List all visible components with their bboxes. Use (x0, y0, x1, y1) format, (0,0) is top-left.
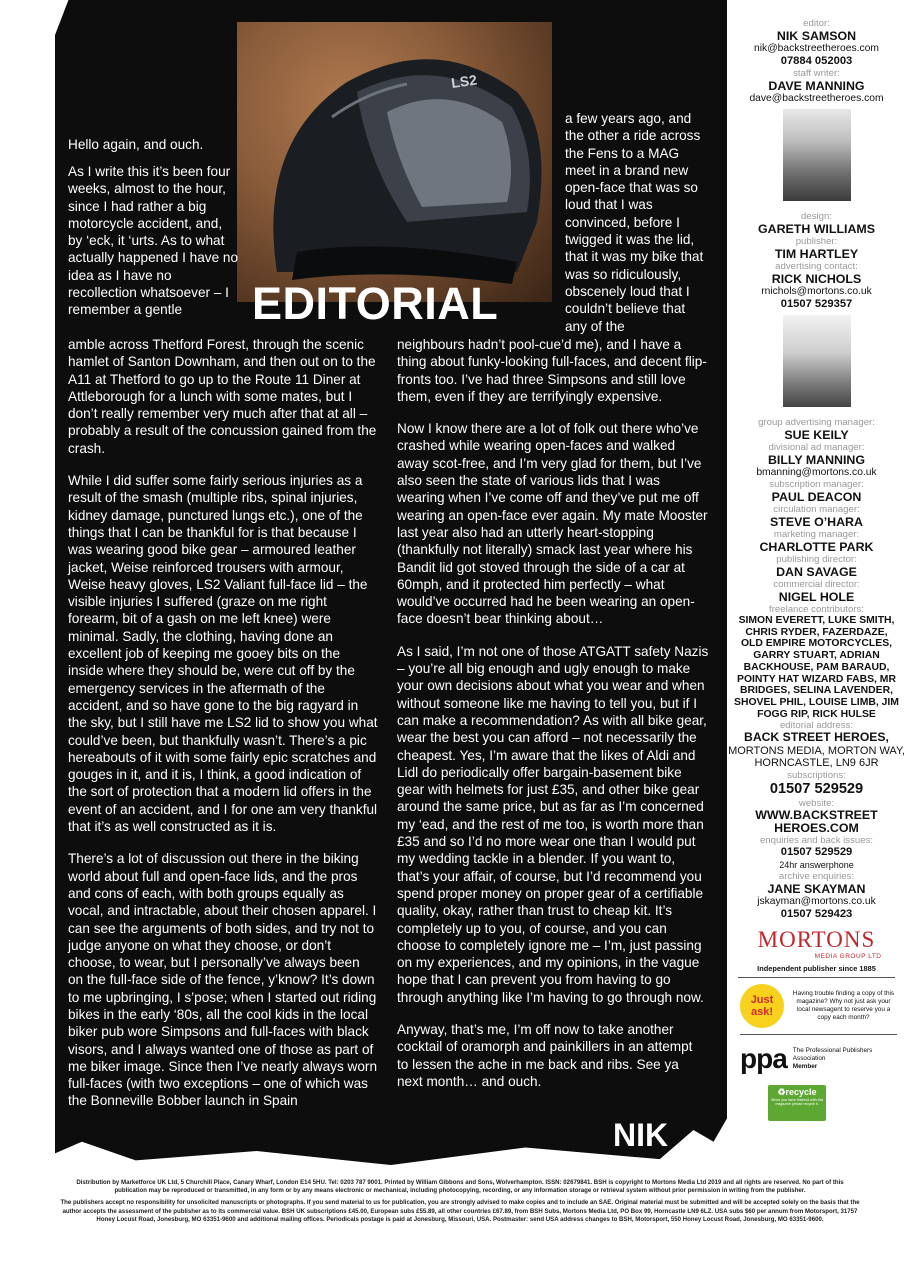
just-ask-panel (740, 984, 897, 1035)
role-label: design: (801, 211, 832, 222)
subscriptions-phone: 01507 529529 (769, 780, 864, 797)
role-label: advertising contact: (775, 261, 858, 272)
ppa-text (793, 1047, 897, 1070)
staff-writer-photo (783, 109, 851, 201)
editorial-masthead: EDITORIAL (252, 278, 499, 329)
paragraph: neighbours hadn’t pool-cue’d me), and I have a thing about funky-looking full-faces, and decent flip-fronts too. I’ve had three Simpsons and still love them, even if they are terrifyingly expensive. (397, 337, 707, 404)
editorial-address (728, 731, 905, 770)
staff-name: BILLY MANNING (767, 453, 866, 467)
mortons-tagline: Independent publisher since 1885 (738, 964, 895, 978)
answerphone-note: 24hr answerphone (779, 859, 854, 870)
role-label: subscription manager: (769, 479, 864, 490)
signature: NIK (613, 1117, 669, 1153)
staff-phone: 07884 052003 (780, 55, 853, 67)
staff-phone: 01507 529357 (780, 298, 853, 310)
staff-email[interactable]: jskayman@mortons.co.uk (757, 895, 876, 907)
mortons-sub: MEDIA GROUP LTD (814, 952, 882, 960)
recycle-text: When you have finished with this magazine please recycle it. (770, 1097, 824, 1107)
helmet-photo (237, 22, 552, 302)
role-label: commercial director: (773, 579, 860, 590)
paragraph: There’s a lot of discussion out there in the biking world about full and open-face lids, and the pros and cons of each, with both groups equally as vocal, and intractable, about their chosen apparel. I can see the arguments of both sides, and try not to judge anyone on what they choose, or don’t choose, to wear, but I personally’ve always been on the full-face side of the fence, y’know? It’s down to me upbringing, I s’pose; when I started out riding bikes in the early ‘80s, all the cool kids in the local biker pub wore Simpsons and full-faces with black visors, and I always wanted one of those as part of me biker image. Since then I’ve nearly always worn full-faces (with two exceptions – one of which was the Bonneville Bobber launch in Spain (68, 851, 378, 1109)
publisher-footer (60, 1179, 860, 1224)
staff-name: TIM HARTLEY (774, 247, 859, 261)
role-label: website: (798, 797, 835, 809)
staff-name: NIGEL HOLE (778, 590, 855, 604)
footer-line-2: The publishers accept no responsibility for unsolicited manuscripts or photographs. If you send material to us for publication, you are strongly advised to make copies and to include an SAE. Original material must be submitted and will be accepted solely on the basis that the author accepts the assessment of the publisher as to its commercial value. BSH UK subscriptions £45.00, European subs £55.89, all other countries £67.89, from BSH Subs, Mortons Media Ltd, PO Box 99, Horncastle LN9 6LZ. USA subs $60 per annum from Motorsport, 31757 Honey Locust Road, Jonesburg, MO 63351-9600 and additional mailing offices. Periodicals postage is paid at Jonesburg, Missouri, USA. Postmaster: send USA address changes to BSH, Motorsport, 550 Honey Locust Road, Jonesburg, MO 63351-9600. (60, 1199, 860, 1223)
role-label: marketing manager: (773, 529, 860, 540)
website-url[interactable]: WWW.BACKSTREET HEROES.COM (755, 807, 878, 835)
paragraph: amble across Thetford Forest, through the scenic hamlet of Santon Downham, and then out on to the A11 at Thetford to go up to the Route 11 Diner at Attleborough for a lunch with some mates, but I don’t really remember very much after that at all – probably a result of the concussion gained from the crash. (68, 337, 377, 456)
staff-name: NIK SAMSON (776, 29, 857, 43)
paragraph: Hello again, and ouch. (68, 137, 204, 152)
recycle-label: recycle (785, 1086, 817, 1097)
address-name: BACK STREET HEROES, (744, 730, 889, 745)
role-label: staff writer: (793, 68, 840, 79)
paragraph: a few years ago, and the other a ride across the Fens to a MAG meet in a brand new open-face that was so loud that I was convinced, before I twigged it was the lid, that it was my bike that was so ridiculously, obscenely loud that I couldn’t believe that any of the (565, 111, 704, 334)
ppa-desc: The Professional Publishers Association (792, 1047, 873, 1063)
role-label: archive enquiries: (778, 870, 855, 882)
just-ask-badge: Just ask! (740, 984, 784, 1028)
recycle-logo (768, 1085, 826, 1121)
paragraph: As I write this it’s been four weeks, almost to the hour, since I had rather a big motorcycle accident, and, by ‘eck, it ‘urts. As to what actually happened I have no idea as I have no recollection whatsoever – I remember a gentle (68, 164, 239, 318)
address-rest: MORTONS MEDIA, MORTON WAY, HORNCASTLE, LN9 6JR (728, 744, 905, 770)
staff-name: SUE KEILY (784, 428, 849, 442)
staff-name: GARETH WILLIAMS (757, 222, 875, 236)
role-label: publishing director: (776, 554, 857, 565)
paragraph: Now I know there are a lot of folk out there who’ve crashed while wearing open-faces and walked away scot-free, and I’m very glad for them, but I’ve also seen the state of various lids that I was wearing when I’ve come off and they’ve put me off wearing an open-face ever again. My mate Mooster last year also had an utterly heart-stopping (thankfully not literally) smack last year where his Bandit lid got stoved through the side of a car at 60mph, and it protected him perfectly – what would’ve occurred had he been wearing an open-face doesn’t bear thinking about… (397, 421, 708, 627)
recycle-word (770, 1087, 824, 1098)
article-column-2-top (565, 110, 710, 350)
staff-name: DAVE MANNING (768, 79, 865, 93)
staff-name: PAUL DEACON (771, 490, 862, 504)
back-issues-phone: 01507 529529 (780, 845, 853, 858)
mortons-wordmark: MORTONS (757, 926, 876, 952)
paragraph: As I said, I’m not one of those ATGATT safety Nazis – you’re all big enough and ugly enough to make your own decisions about what you wear and when without someone like me having to tell you, but if I can make a recommendation? As with all bike gear, wear the best you can afford – not necessarily the cheapest. Yes, I’m aware that the likes of Aldi and Lidl do periodically offer bargain-basement bike gear with helmets for just £35, and other bike gear around the same price, but as far as I’m concerned my ‘ead, and the rest of me too, is worth more than £35 and so I’d no more wear one than I would put my wedding tackle in a blender. If you want to, that’s your affair, of course, but I’d recommend you spend proper money on proper gear of a certifiable quality, okay, rather than trust to cheap kit. It’s completely up to you, of course, and you can choose to completely ignore me – I’m, just passing on my experiences, and my opinions, in the vague hope that I can prevent you from having to go through anything like I’m having to go through now. (397, 643, 709, 1005)
staff-name: CHARLOTTE PARK (759, 540, 874, 554)
role-label: editor: (803, 18, 830, 29)
article-column-2 (397, 336, 709, 1105)
mortons-logo (752, 927, 882, 960)
paragraph: Anyway, that’s me, I’m off now to take another cocktail of oramorph and painkillers in an attempt to lessen the ache in me back and ribs. See ya next month… and ouch. (397, 1021, 693, 1089)
staff-email[interactable]: dave@backstreetheroes.com (749, 93, 884, 104)
article-column-1-full (68, 336, 378, 1125)
staff-email[interactable]: rnichols@mortons.co.uk (761, 286, 872, 297)
contributors-list: SIMON EVERETT, LUKE SMITH, CHRIS RYDER, FAZERDAZE, OLD EMPIRE MOTORCYCLES, GARRY STUART, ADRIAN BACKHOUSE, PAM BARAUD, POINTY HAT WIZARD FABS, MR BRIDGES, SELINA LAVENDER, SHOVEL PHIL, LOUISE LIMB, JIM FOGG RIP, RICK HULSE (734, 615, 899, 720)
article-column-1-wrap (68, 163, 240, 334)
role-label: subscriptions: (787, 769, 846, 781)
footer-line-1: Distribution by Marketforce UK Ltd, 5 Churchill Place, Canary Wharf, London E14 5HU. Tel: 0203 787 9001. Printed by William Gibbons and Sons, Wolverhampton. ISSN: 02679841. BSH is copyright to Mortons Media Ltd 2019 and all rights are reserved. No part of this publication may be reproduced or transmitted, in any form or by any means electronic or mechanical, including photocopying, recording, or any information storage or retrieval system without prior permission in writing from the publisher. (76, 1179, 844, 1195)
ppa-logo: ppa (740, 1042, 787, 1074)
ppa-member: Member (792, 1062, 818, 1070)
svg-text:LS2: LS2 (450, 71, 478, 91)
staff-name: STEVE O’HARA (770, 515, 863, 529)
role-label: divisional ad manager: (768, 442, 865, 453)
role-label: publisher: (795, 236, 838, 247)
role-label: freelance contributors: (769, 604, 864, 615)
staff-email[interactable]: bmanning@mortons.co.uk (756, 467, 877, 478)
role-label: enquiries and back issues: (759, 834, 874, 846)
helmet-icon (237, 22, 552, 302)
just-ask-text: Having trouble finding a copy of this magazine? Why not just ask your local newsagent to reserve you a copy each month? (792, 989, 895, 1021)
staff-phone: 01507 529423 (780, 907, 853, 920)
role-label: group advertising manager: (758, 417, 875, 428)
staff-email[interactable]: nik@backstreetheroes.com (754, 43, 879, 54)
recycle-icon: ♻ (777, 1086, 786, 1097)
staff-name: JANE SKAYMAN (767, 881, 866, 896)
staff-sidebar (728, 18, 905, 1121)
paragraph: While I did suffer some fairly serious injuries as a result of the smash (multiple ribs, spinal injuries, kidney damage, punctured lungs etc.), one of the things that I can be thankful for is that because I was wearing good bike gear – armoured leather jacket, Weise reinforced trousers with armour, Weise heavy gloves, LS2 Valiant full-face lid – the visible injuries I suffered (graze on me right forearm, bit of a gash on me left knee) were minimal. Sadly, the clothing, having done an excellent job of keeping me gooey bits on the inside where they should be, were cut off by the emergency services in the aftermath of the accident, and so have gone to the big ragyard in the sky, but I still have me LS2 lid to show you what could’ve been, but thankfully wasn’t. There’s a pic hereabouts of it with some fairly epic scratches and gouges in it, and it is, I think, a good indication of the sort of protection that a modern lid offers in the event of an accident, and I for one am very thankful that it’s as well constructed as it is. (68, 473, 378, 835)
staff-name: RICK NICHOLS (771, 272, 862, 286)
ppa-panel (740, 1043, 897, 1075)
role-label: editorial address: (779, 720, 854, 732)
advertising-contact-photo (783, 315, 851, 407)
role-label: circulation manager: (773, 504, 860, 515)
staff-name: DAN SAVAGE (776, 565, 857, 579)
